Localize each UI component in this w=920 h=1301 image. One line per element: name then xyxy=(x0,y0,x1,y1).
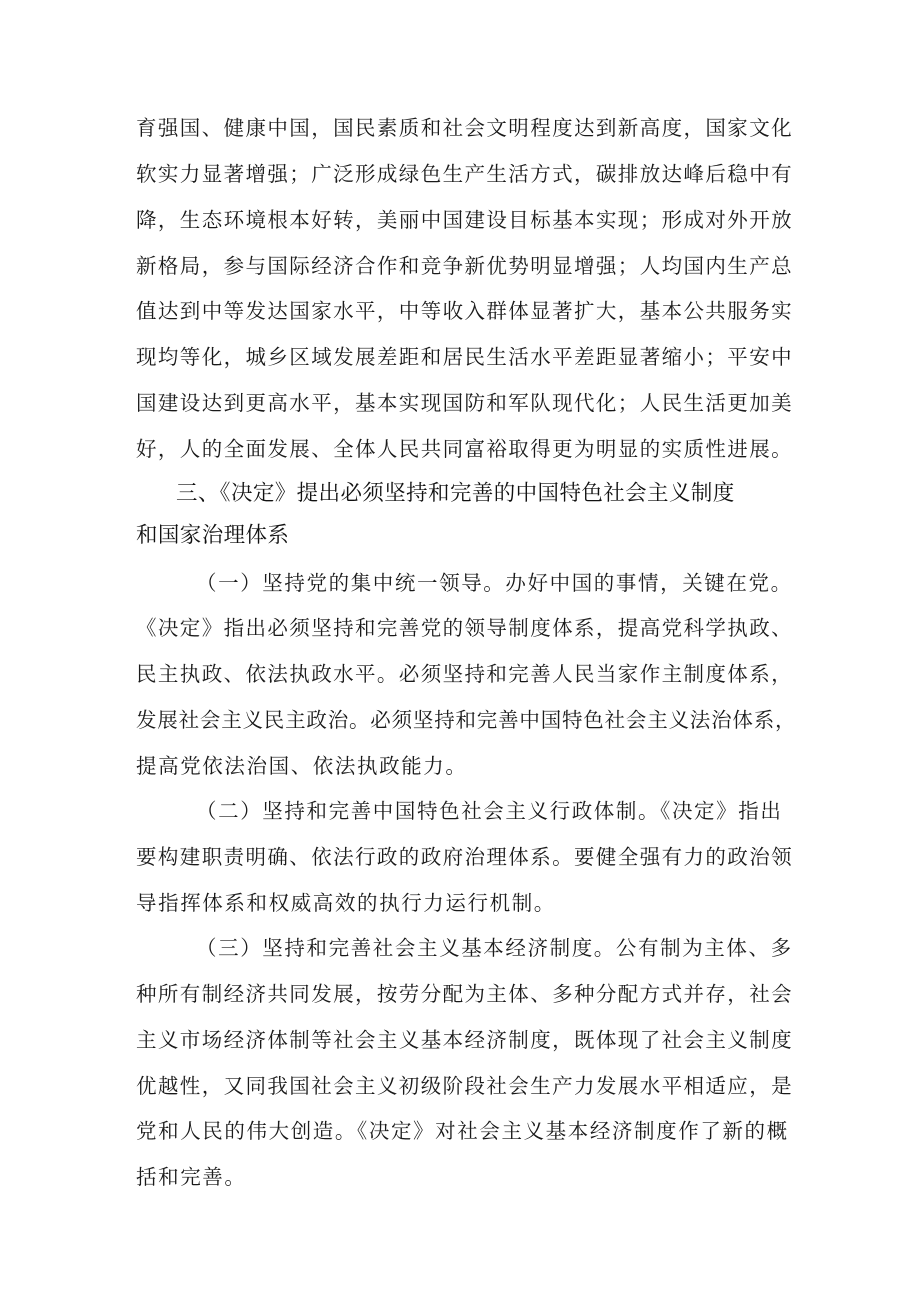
text-line: 降，生态环境根本好转，美丽中国建设目标基本实现；形成对外开放 xyxy=(136,208,793,232)
text-line: 括和完善。 xyxy=(136,1165,247,1189)
text-line: 新格局，参与国际经济合作和竞争新优势明显增强；人均国内生产总 xyxy=(136,254,793,278)
text-line: 国建设达到更高水平，基本实现国防和军队现代化；人民生活更加美 xyxy=(136,391,793,415)
text-line: 主义市场经济体制等社会主义基本经济制度，既体现了社会主义制度 xyxy=(136,1028,793,1052)
text-line: （一）坚持党的集中统一领导。办好中国的事情，关键在党。 xyxy=(196,571,793,595)
text-line: 育强国、健康中国，国民素质和社会文明程度达到新高度，国家文化 xyxy=(136,116,793,140)
heading-line: 和国家治理体系 xyxy=(136,523,290,548)
text-line: （二）坚持和完善中国特色社会主义行政体制。《决定》指出 xyxy=(196,799,783,823)
text-line: 值达到中等发达国家水平，中等收入群体显著扩大，基本公共服务实 xyxy=(136,299,793,323)
text-line: 提高党依法治国、依法执政能力。 xyxy=(136,754,468,778)
text-line: 软实力显著增强；广泛形成绿色生产生活方式，碳排放达峰后稳中有 xyxy=(136,162,793,186)
text-line: 好，人的全面发展、全体人民共同富裕取得更为明显的实质性进展。 xyxy=(136,437,793,461)
text-line: 《决定》指出必须坚持和完善党的领导制度体系，提高党科学执政、 xyxy=(136,616,793,640)
text-line: 种所有制经济共同发展，按劳分配为主体、多种分配方式并存，社会 xyxy=(136,982,793,1006)
text-line: 要构建职责明确、依法行政的政府治理体系。要健全强有力的政治领 xyxy=(136,845,793,869)
text-line: 导指挥体系和权威高效的执行力运行机制。 xyxy=(136,891,556,915)
text-line: 党和人民的伟大创造。《决定》对社会主义基本经济制度作了新的概 xyxy=(136,1119,789,1143)
text-line: 优越性，又同我国社会主义初级阶段社会生产力发展水平相适应，是 xyxy=(136,1074,793,1098)
text-line: （三）坚持和完善社会主义基本经济制度。公有制为主体、多 xyxy=(196,936,793,960)
heading-line: 三、《决定》提出必须坚持和完善的中国特色社会主义制度 xyxy=(176,481,735,506)
text-line: 发展社会主义民主政治。必须坚持和完善中国特色社会主义法治体系， xyxy=(136,708,797,732)
text-line: 民主执政、依法执政水平。必须坚持和完善人民当家作主制度体系， xyxy=(136,662,793,686)
text-line: 现均等化，城乡区域发展差距和居民生活水平差距显著缩小；平安中 xyxy=(136,345,793,369)
